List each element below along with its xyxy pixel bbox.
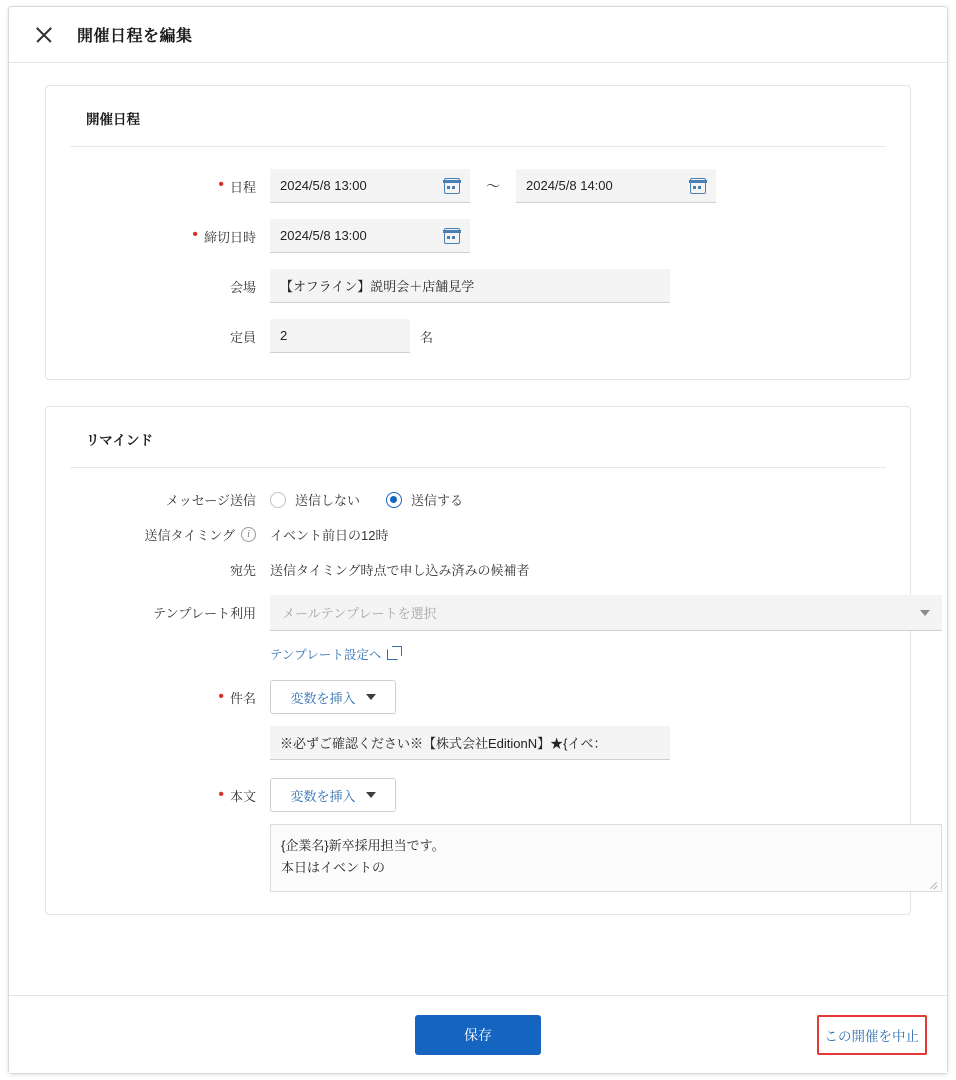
calendar-icon[interactable] [444, 178, 460, 194]
message-send-label [70, 490, 270, 509]
capacity-input[interactable] [270, 319, 410, 353]
timing-field-area [270, 525, 388, 544]
deadline-label [70, 227, 270, 246]
recipient-row [70, 560, 886, 579]
remind-card-title: リマインド [70, 429, 886, 468]
cancel-event-button[interactable]: この開催を中止 [817, 1015, 928, 1055]
capacity-row [70, 319, 886, 353]
timing-label [70, 525, 270, 544]
edit-schedule-modal [8, 6, 948, 1074]
template-field-area [270, 595, 942, 664]
required-dot-icon: • [218, 785, 224, 803]
date-end-input[interactable] [516, 169, 716, 203]
venue-field-area [270, 269, 670, 303]
body-textarea[interactable] [270, 824, 942, 892]
deadline-label-text: 締切日時 [203, 229, 256, 245]
deadline-value: 2024/5/8 13:00 [280, 228, 367, 243]
subject-label-text: 件名 [229, 691, 256, 706]
resize-handle[interactable] [929, 879, 939, 889]
schedule-card [45, 85, 911, 380]
modal-footer [9, 995, 947, 1073]
message-send-radio-group [270, 490, 463, 509]
radio-send-off-label: 送信しない [295, 493, 361, 508]
template-row [70, 595, 886, 664]
chevron-down-icon [920, 610, 930, 616]
deadline-input[interactable] [270, 219, 470, 253]
modal-body [9, 63, 947, 995]
venue-input[interactable] [270, 269, 670, 303]
subject-row [70, 680, 886, 760]
radio-send-on[interactable] [386, 490, 463, 509]
body-label [70, 778, 270, 805]
body-value-line2: 本日はイベントの [281, 860, 386, 875]
modal-header [9, 7, 947, 63]
required-dot-icon: • [218, 176, 224, 193]
timing-row [70, 525, 886, 544]
recipient-label [70, 560, 270, 579]
date-end-value: 2024/5/8 14:00 [526, 178, 613, 193]
date-field-area [270, 169, 716, 203]
message-send-label-text: メッセージ送信 [165, 493, 256, 508]
required-dot-icon: • [192, 226, 198, 243]
template-settings-link-label: テンプレート設定へ [270, 648, 382, 662]
save-button[interactable]: 保存 [415, 1015, 541, 1055]
timing-label-text: 送信タイミング [144, 528, 235, 543]
info-icon[interactable]: i [241, 527, 256, 542]
external-link-icon [387, 649, 398, 660]
date-row [70, 169, 886, 203]
radio-circle-icon [270, 492, 286, 508]
timing-value: イベント前日の12時 [270, 528, 389, 543]
radio-send-off[interactable] [270, 490, 360, 509]
chevron-down-icon [366, 694, 376, 700]
body-row [70, 778, 886, 892]
body-value-line1: {企業名}新卒採用担当です。 [281, 838, 445, 853]
calendar-icon[interactable] [690, 178, 706, 194]
body-field-area [270, 778, 942, 892]
insert-variable-body-button[interactable] [270, 778, 396, 812]
chevron-down-icon [366, 792, 376, 798]
recipient-value: 送信タイミング時点で申し込み済みの候補者 [270, 563, 530, 578]
message-send-row [70, 490, 886, 509]
date-label-text: 日程 [229, 179, 256, 195]
subject-label [70, 680, 270, 707]
venue-value: 【オフライン】説明会＋店舗見学 [280, 279, 475, 294]
body-label-text: 本文 [229, 789, 256, 804]
date-label [70, 177, 270, 196]
recipient-label-text: 宛先 [229, 563, 256, 578]
close-icon[interactable] [33, 24, 55, 46]
radio-send-on-label: 送信する [411, 493, 464, 508]
date-range-separator: ～ [486, 178, 500, 194]
calendar-icon[interactable] [444, 228, 460, 244]
capacity-label [70, 327, 270, 346]
page-title: 開催日程を編集 [77, 28, 193, 45]
insert-variable-subject-button[interactable] [270, 680, 396, 714]
venue-row [70, 269, 886, 303]
template-select-placeholder: メールテンプレートを選択 [282, 606, 437, 621]
date-start-value: 2024/5/8 13:00 [280, 178, 367, 193]
venue-label [70, 277, 270, 296]
capacity-value: 2 [280, 328, 288, 343]
deadline-field-area [270, 219, 470, 253]
required-dot-icon: • [218, 687, 224, 705]
template-settings-link[interactable] [270, 645, 398, 663]
capacity-field-area [270, 319, 433, 353]
remind-card [45, 406, 911, 915]
recipient-field-area [270, 560, 529, 579]
subject-value: ※必ずご確認ください※【株式会社EditionN】★{イベ： [280, 736, 607, 751]
radio-circle-icon [386, 492, 402, 508]
template-select[interactable] [270, 595, 942, 631]
venue-label-text: 会場 [229, 279, 256, 295]
schedule-card-title: 開催日程 [70, 108, 886, 147]
insert-variable-subject-label: 変数を挿入 [290, 690, 356, 706]
template-label-text: テンプレート利用 [153, 606, 256, 621]
subject-input[interactable] [270, 726, 670, 760]
deadline-row [70, 219, 886, 253]
insert-variable-body-label: 変数を挿入 [290, 788, 356, 804]
date-start-input[interactable] [270, 169, 470, 203]
capacity-unit: 名 [420, 329, 434, 345]
capacity-label-text: 定員 [229, 329, 256, 345]
template-label [70, 595, 270, 622]
subject-field-area [270, 680, 670, 760]
